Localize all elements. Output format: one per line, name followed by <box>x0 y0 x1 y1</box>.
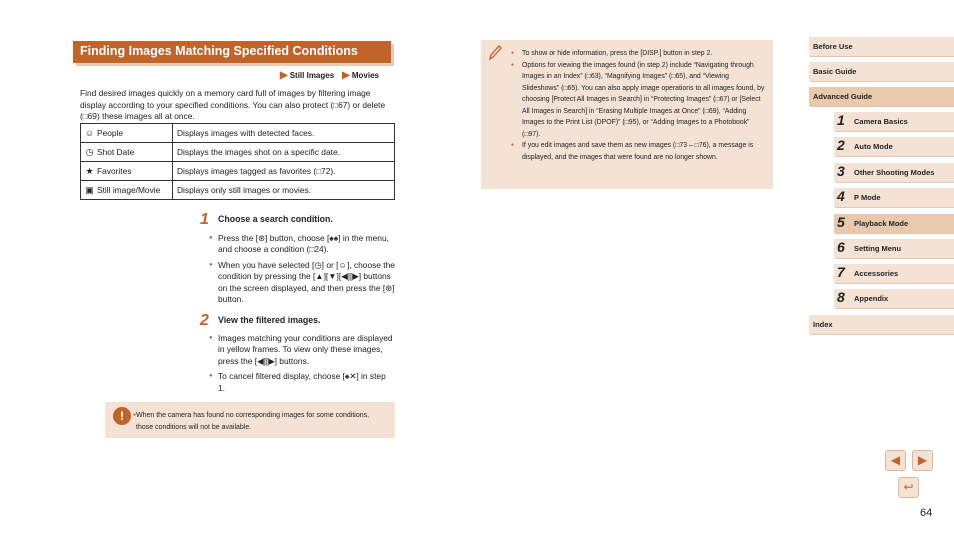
nav-advanced-guide[interactable]: Advanced Guide <box>809 87 954 106</box>
list-item: ● To show or hide information, press the [DISP.] button in step 2. <box>514 48 766 60</box>
nav-basic-guide[interactable]: Basic Guide <box>809 62 954 81</box>
favorites-icon: ★ <box>85 165 94 176</box>
conditions-table <box>80 123 395 200</box>
nav-chapter-3[interactable]: 3 Other Shooting Modes <box>834 163 954 182</box>
caution-icon: ! <box>113 407 131 425</box>
list-item: ● Images matching your conditions are displayed in yellow frames. To view only these images, press the [◀][▶] buttons. <box>209 333 395 367</box>
table-row <box>81 162 395 181</box>
list-item: ● To cancel filtered display, choose [♠✕] in step 1. <box>209 371 395 394</box>
people-icon: ☺ <box>84 128 95 138</box>
triangle-icon: ▶ <box>280 70 288 81</box>
list-item: ● When you have selected [◷] or [☺], choose the condition by pressing the [▲][▼][◀][▶] buttons on the screen displayed, and then press the [⊛] button. <box>209 260 395 306</box>
triangle-icon: ▶ <box>342 70 350 81</box>
movies-mode: ▶ Movies <box>342 70 379 81</box>
shot-date-icon: ◷ <box>85 146 94 157</box>
book-icon: □ <box>333 100 339 110</box>
page-number: 64 <box>920 507 933 519</box>
condition-desc: Displays images with detected faces. <box>173 124 395 143</box>
condition-name: ▣ Still image/Movie <box>81 181 173 200</box>
intro-paragraph: Find desired images quickly on a memory card full of images by filtering image display according to your specified conditions. You can also protect (□67) or delete (□69) these images all at once. <box>80 88 386 121</box>
page-title: Finding Images Matching Specified Conditions <box>73 41 391 63</box>
note-box <box>481 40 773 189</box>
step-bullets <box>209 333 395 398</box>
step-number: 1 <box>200 211 209 228</box>
step-bullets <box>209 233 395 309</box>
step-title: View the filtered images. <box>218 315 321 325</box>
nav-chapter-6[interactable]: 6 Setting Menu <box>834 239 954 258</box>
table-row <box>81 181 395 200</box>
condition-desc: Displays only still images or movies. <box>173 181 395 200</box>
nav-chapter-8[interactable]: 8 Appendix <box>834 289 954 308</box>
nav-chapter-4[interactable]: 4 P Mode <box>834 188 954 207</box>
condition-name: ★ Favorites <box>81 162 173 181</box>
table-row <box>81 143 395 162</box>
condition-desc: Displays images tagged as favorites (□72). <box>173 162 395 181</box>
step-title: Choose a search condition. <box>218 214 333 224</box>
nav-chapter-7[interactable]: 7 Accessories <box>834 264 954 283</box>
note-bullets <box>514 48 766 163</box>
back-button[interactable]: ↩ <box>898 477 919 498</box>
prev-page-button[interactable]: ◀ <box>885 450 906 471</box>
book-icon: □ <box>82 112 88 121</box>
nav-index[interactable]: Index <box>809 315 954 334</box>
still-movie-icon: ▣ <box>85 184 94 195</box>
still-images-mode: ▶ Still Images <box>280 70 335 81</box>
list-item: ● Press the [⊛] button, choose [♠♠] in the menu, and choose a condition (□24). <box>209 233 395 256</box>
nav-before-use[interactable]: Before Use <box>809 37 954 56</box>
step-number: 2 <box>200 312 209 329</box>
caution-text: ● When the camera has found no corresponding images for some conditions, those conditions will not be available. <box>136 410 386 433</box>
pencil-icon <box>487 44 503 62</box>
next-page-button[interactable]: ▶ <box>912 450 933 471</box>
condition-desc: Displays the images shot on a specific date. <box>173 143 395 162</box>
book-icon: □ <box>316 167 322 176</box>
mode-indicators <box>280 70 379 81</box>
table-row <box>81 124 395 143</box>
list-item: ● Options for viewing the images found (in step 2) include “Navigating through Images in an Index” (□63), “Magnifying Images” (□65), and “Viewing Slideshows” (□65). You can also apply image operations to all images found, by choosing [Protect All Images in Search] in “Protecting Images” (□67) or [Select All Images in Search] in “Erasing Multiple Images at Once” (□69), “Adding Images to the Print List (DPOF)” (□95), or “Adding Images to a Photobook” (□97). <box>514 60 766 141</box>
condition-name: ☺ People <box>81 124 173 143</box>
caution-box <box>105 402 395 438</box>
condition-name: ◷ Shot Date <box>81 143 173 162</box>
nav-chapter-1[interactable]: 1 Camera Basics <box>834 112 954 131</box>
nav-chapter-5[interactable]: 5 Playback Mode <box>834 214 954 233</box>
nav-chapter-2[interactable]: 2 Auto Mode <box>834 137 954 156</box>
list-item: ● If you edit images and save them as new images (□73 – □76), a message is displayed, and the images that were found are no longer shown. <box>514 140 766 163</box>
